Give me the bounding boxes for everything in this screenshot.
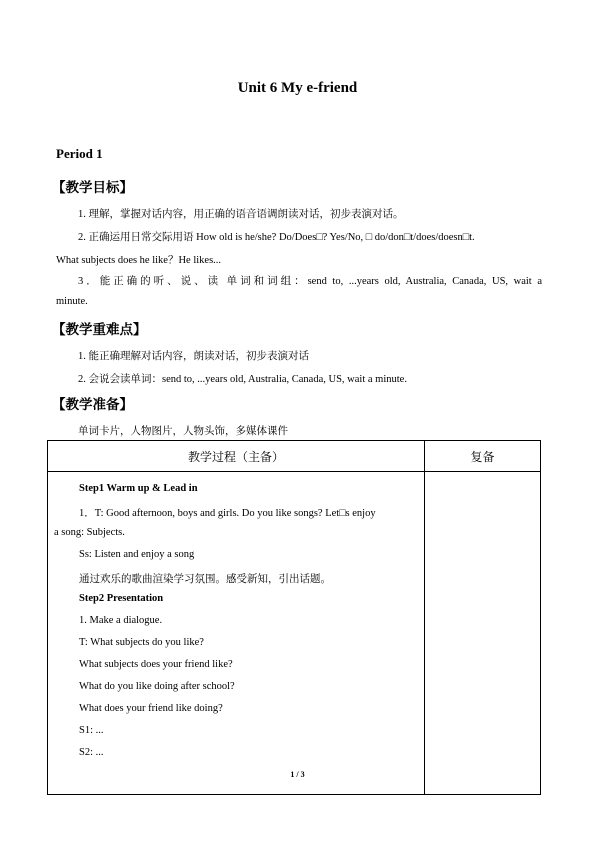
preparation-text: 单词卡片，人物图片，人物头饰，多媒体课件 [78, 426, 288, 437]
teaching-process-cell [48, 472, 425, 795]
teaching-process-table [47, 440, 541, 795]
step2-line-3: What subjects does your friend like? [79, 659, 233, 670]
table-row [48, 472, 541, 795]
header-review: 复备 [425, 441, 541, 472]
key-point-item-1: 1. 能正确理解对话内容，朗读对话，初步表演对话 [78, 351, 309, 362]
section-heading-preparation: 【教学准备】 [52, 397, 133, 413]
objective-item-3-line-1: 3．能正确的听、说、读 单词和词组：send to, ...years old, Australia, Canada, US, wait a [78, 276, 542, 287]
step1-title: Step1 Warm up & Lead in [79, 483, 198, 494]
objective-item-3-line-2: minute. [56, 296, 88, 307]
step2-line-2: T: What subjects do you like? [79, 637, 204, 648]
step2-line-7: S2: ... [79, 747, 104, 758]
step1-line-3: Ss: Listen and enjoy a song [79, 549, 195, 560]
key-point-item-2: 2. 会说会读单词：send to, ...years old, Australia, Canada, US, wait a minute. [78, 374, 407, 385]
review-cell [425, 472, 541, 795]
document-title: Unit 6 My e-friend [237, 80, 358, 96]
period-heading: Period 1 [56, 146, 103, 161]
step1-line-2: a song: Subjects. [54, 527, 125, 538]
step2-line-1: 1. Make a dialogue. [79, 615, 163, 626]
step1-line-4: 通过欢乐的歌曲渲染学习氛围。感受新知，引出话题。 [79, 574, 331, 585]
step2-line-6: S1: ... [79, 725, 104, 736]
objective-item-1: 1. 理解，掌握对话内容，用正确的语音语调朗读对话，初步表演对话。 [78, 209, 404, 220]
table-header-row [48, 441, 541, 472]
objective-item-2-line-2: What subjects does he like？He likes... [56, 255, 222, 266]
objective-item-2-line-1: 2. 正确运用日常交际用语 How old is he/she? Do/Does□? Yes/No, □ do/don□t/does/doesn□t. [78, 232, 475, 243]
page-number: 1 / 3 [290, 770, 305, 779]
step1-line-1: 1．T: Good afternoon, boys and girls. Do you like songs? Let□s enjoy [79, 508, 376, 519]
section-heading-key-points: 【教学重难点】 [52, 322, 147, 338]
step2-title: Step2 Presentation [79, 593, 164, 604]
header-teaching-process: 教学过程（主备） [48, 441, 425, 472]
step2-line-5: What does your friend like doing? [79, 703, 223, 714]
section-heading-objectives: 【教学目标】 [52, 180, 133, 196]
step2-line-4: What do you like doing after school? [79, 681, 235, 692]
